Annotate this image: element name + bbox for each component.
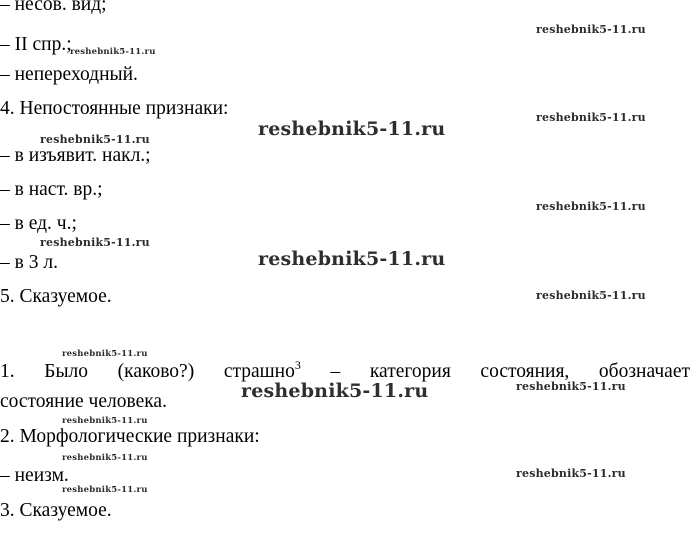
section-heading: 5. Сказуемое. (0, 286, 112, 307)
word: обозначает (598, 361, 690, 382)
word: состояния, (480, 361, 570, 382)
watermark: reshebnik5-11.ru (62, 485, 148, 495)
paragraph-line: состояние человека. (0, 391, 167, 412)
text-line: – в изъявит. накл.; (0, 145, 151, 166)
watermark: reshebnik5-11.ru (258, 248, 446, 270)
text-line: – в 3 л. (0, 252, 58, 273)
word: (каково?) (117, 361, 195, 382)
text-line: – несов. вид; (0, 0, 107, 15)
watermark: reshebnik5-11.ru (536, 289, 646, 302)
word: Было (44, 361, 89, 382)
section-heading: 3. Сказуемое. (0, 500, 112, 521)
watermark: reshebnik5-11.ru (241, 380, 429, 402)
watermark: reshebnik5-11.ru (516, 380, 626, 393)
watermark: reshebnik5-11.ru (536, 111, 646, 124)
word: 1. (0, 361, 15, 382)
watermark: reshebnik5-11.ru (516, 467, 626, 480)
text-line: – II спр.; (0, 34, 72, 55)
watermark: reshebnik5-11.ru (536, 200, 646, 213)
word: страшно (223, 361, 295, 382)
watermark: reshebnik5-11.ru (40, 133, 150, 146)
watermark: reshebnik5-11.ru (62, 416, 148, 426)
word: – (330, 361, 341, 382)
section-heading: 4. Непостоянные признаки: (0, 98, 229, 119)
watermark: reshebnik5-11.ru (536, 23, 646, 36)
footnote-marker: 3 (294, 357, 301, 372)
word: категория (369, 361, 451, 382)
text-line: – неизм. (0, 465, 69, 486)
text-line: – в наст. вр.; (0, 179, 103, 200)
watermark: reshebnik5-11.ru (258, 118, 446, 140)
section-heading: 2. Морфологические признаки: (0, 426, 260, 447)
watermark: reshebnik5-11.ru (70, 47, 156, 57)
text-line: – в ед. ч.; (0, 213, 77, 234)
watermark: reshebnik5-11.ru (40, 236, 150, 249)
watermark: reshebnik5-11.ru (62, 349, 148, 359)
text-line: – непереходный. (0, 64, 138, 85)
watermark: reshebnik5-11.ru (62, 453, 148, 463)
